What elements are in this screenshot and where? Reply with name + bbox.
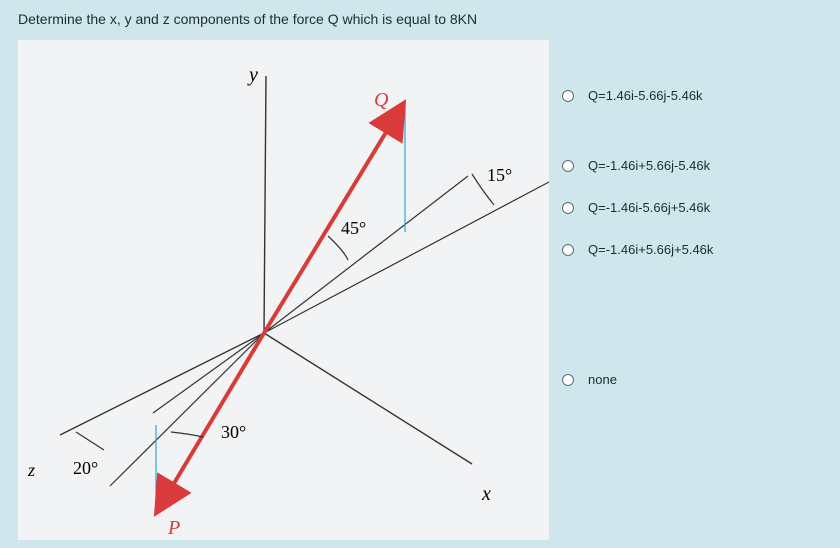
answer-option-5[interactable] <box>562 372 617 387</box>
option-label-4: Q=-1.46i+5.66j+5.46k <box>588 242 714 257</box>
answer-option-4[interactable] <box>562 242 713 257</box>
option-label-1: Q=1.46i-5.66j-5.46k <box>588 88 703 103</box>
label-angle-30: 30° <box>221 422 247 442</box>
label-z: z <box>28 460 36 480</box>
force-diagram <box>18 40 549 540</box>
label-angle-15: 15° <box>487 165 513 185</box>
angle-arc-30 <box>171 432 203 437</box>
answer-options <box>562 0 832 548</box>
reference-line-upper <box>264 176 468 333</box>
option-label-2: Q=-1.46i+5.66j-5.46k <box>588 158 711 173</box>
label-angle-45: 45° <box>341 218 367 238</box>
label-x: x <box>482 483 491 505</box>
answer-option-1[interactable] <box>562 88 703 103</box>
option-label-3: Q=-1.46i-5.66j+5.46k <box>588 200 711 215</box>
label-angle-20: 20° <box>73 458 99 478</box>
answer-option-2[interactable] <box>562 158 710 173</box>
angle-arc-45 <box>328 236 348 260</box>
answer-option-3[interactable] <box>562 200 710 215</box>
y-axis <box>264 76 266 333</box>
option-label-5: none <box>588 372 617 387</box>
angle-arc-20 <box>76 432 104 450</box>
reference-line-15 <box>264 182 549 333</box>
x-axis <box>264 333 472 464</box>
radio-icon[interactable] <box>562 374 574 386</box>
label-y: y <box>249 64 258 86</box>
question-text: Determine the x, y and z components of the force Q which is equal to 8KN <box>18 11 478 27</box>
label-p: P <box>168 517 181 539</box>
radio-icon[interactable] <box>562 160 574 172</box>
reference-line-far-left <box>153 333 264 413</box>
diagram-svg <box>18 40 549 540</box>
force-vector-q <box>264 106 402 333</box>
radio-icon[interactable] <box>562 244 574 256</box>
radio-icon[interactable] <box>562 90 574 102</box>
label-q: Q <box>374 89 389 111</box>
radio-icon[interactable] <box>562 202 574 214</box>
